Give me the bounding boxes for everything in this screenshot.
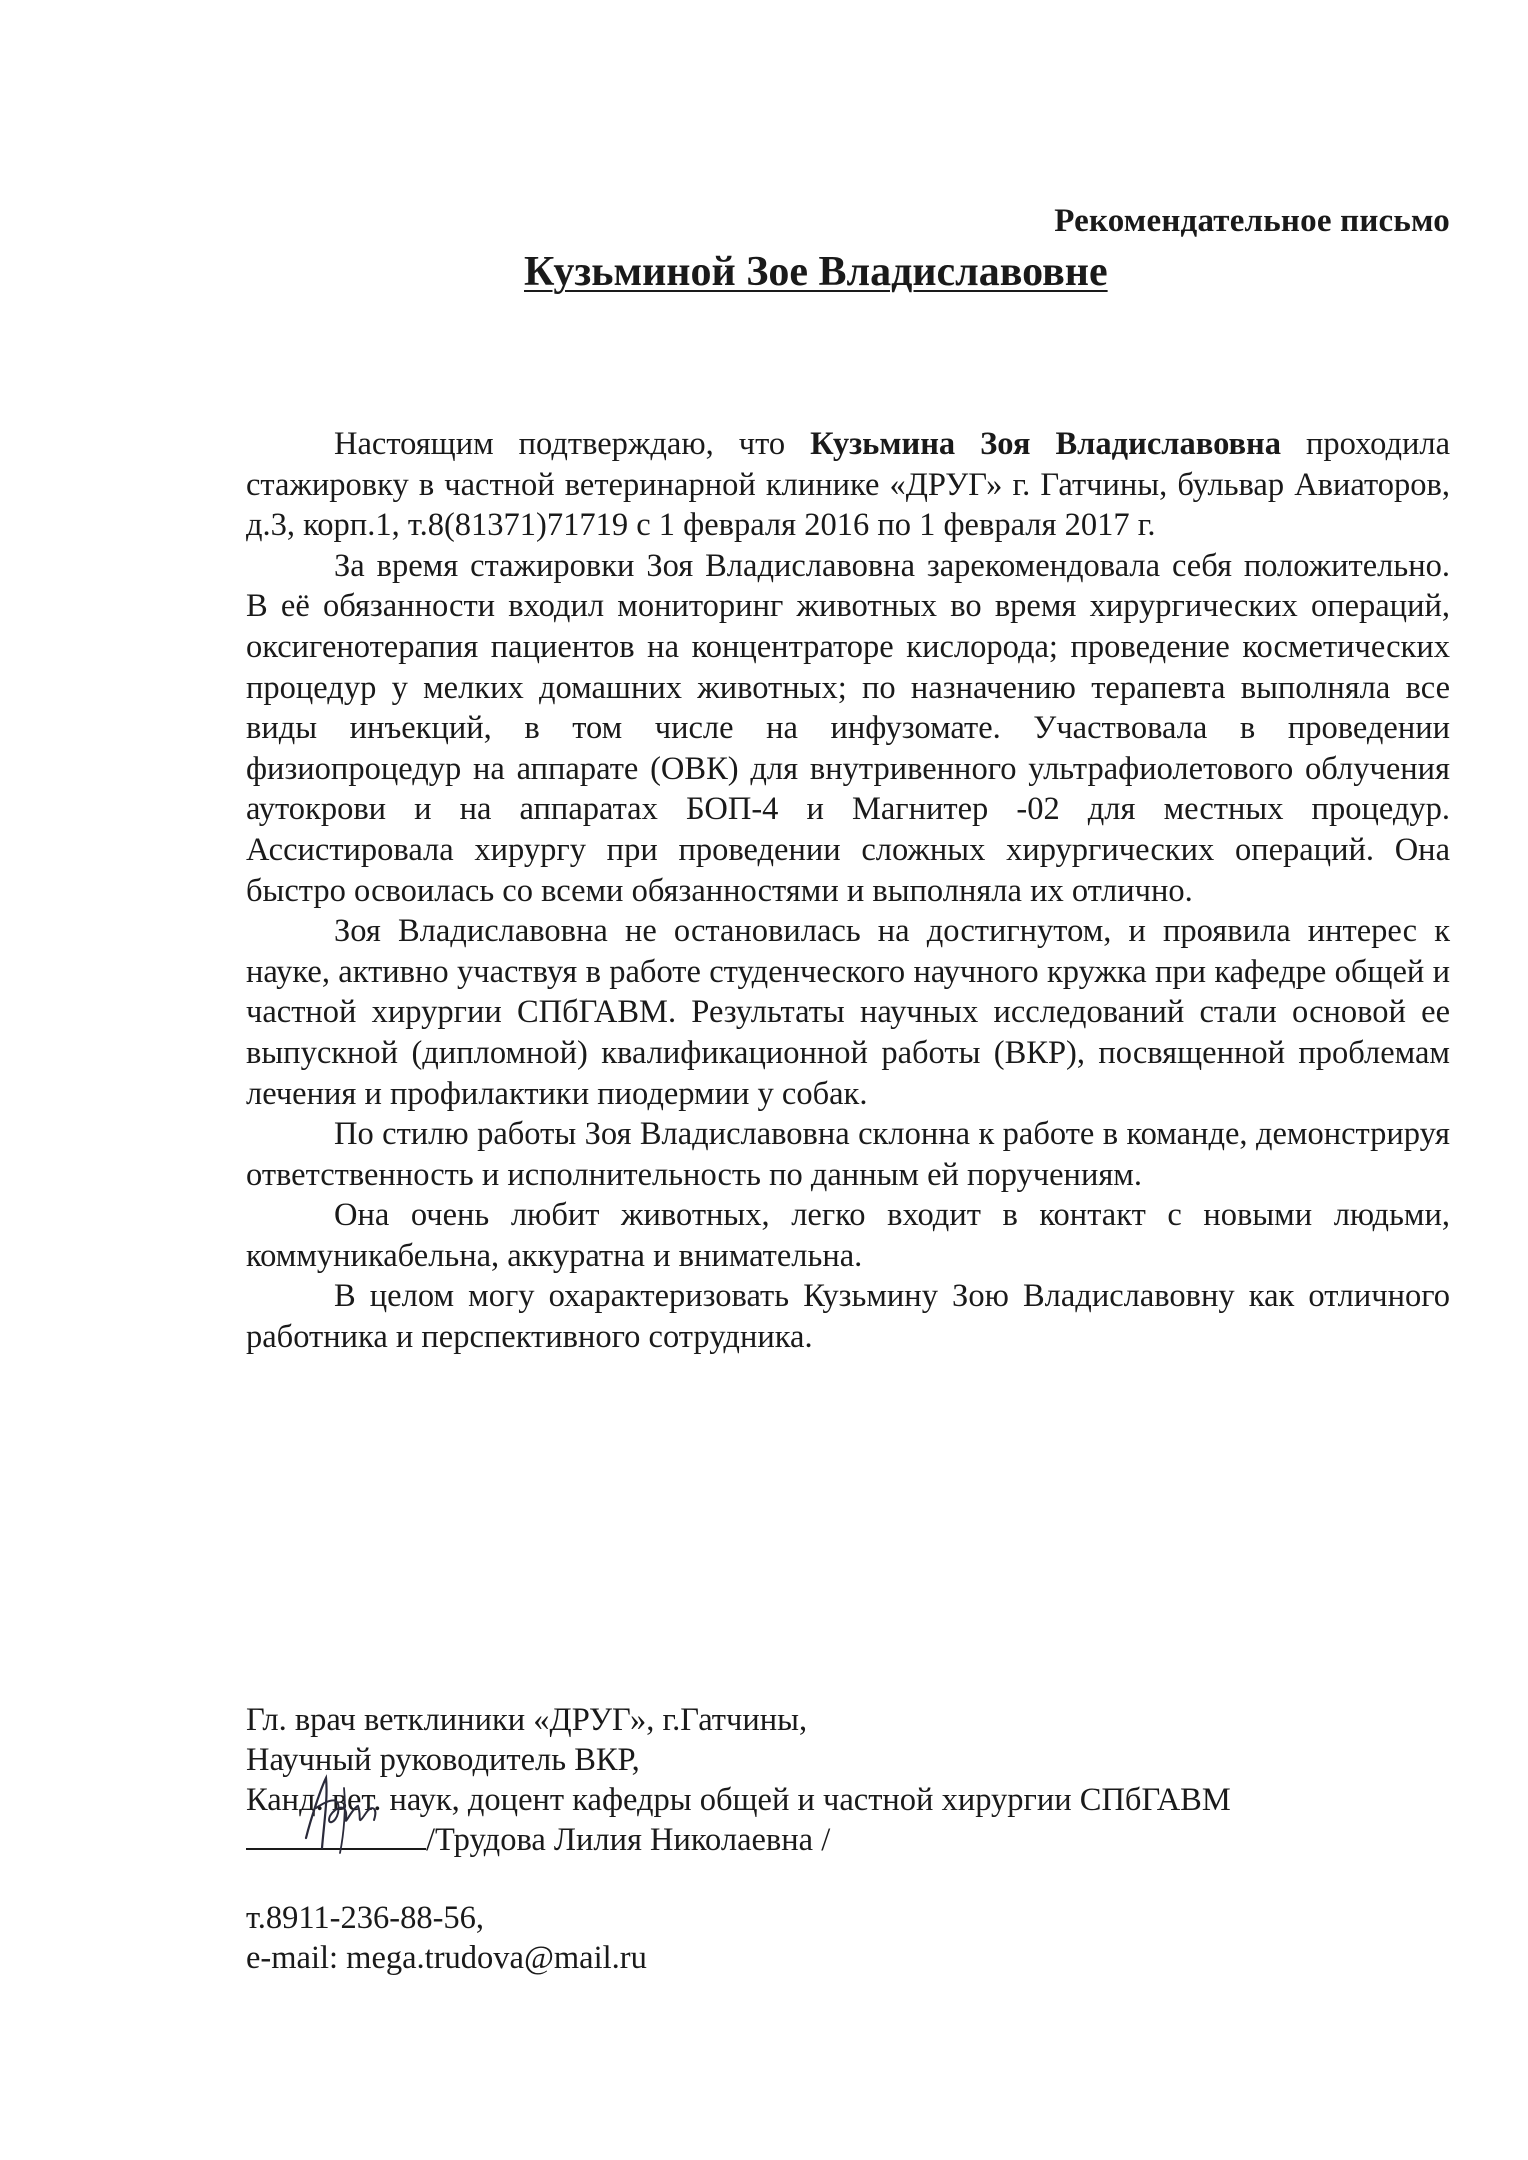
paragraph-internship-details: проходила стажировку в частной ветеринарной клинике «ДРУГ» г. Гатчины, бульвар Авиаторов, д.3, корп.1, т.8(81371)71719 с 1 февраля 2016 по 1 февраля 2017 г. (246, 426, 1451, 544)
signature-block (246, 1700, 1231, 1978)
recipient-heading: Кузьминой Зое Владиславовне (524, 249, 1108, 295)
signer-phone: т.8911-236-88-56, (246, 1900, 485, 1936)
signer-email: e-mail: mega.trudova@mail.ru (246, 1940, 647, 1976)
signature-line (246, 1820, 1231, 1860)
paragraph-intro-text: Настоящим подтверждаю, что (334, 426, 811, 462)
letter-type-heading: Рекомендательное письмо (1054, 203, 1450, 239)
signer-position-2: Научный руководитель ВКР, (246, 1742, 640, 1778)
signer-position-3: Канд. вет. наук, доцент кафедры общей и частной хирургии СПбГАВМ (246, 1782, 1231, 1818)
paragraph-teamwork: По стилю работы Зоя Владиславовна склонна к работе в команде, демонстрируя ответственность и исполнительность по данным ей поручениям. (246, 1116, 1450, 1193)
paragraph-internship (246, 424, 1450, 546)
signer-position-1: Гл. врач ветклиники «ДРУГ», г.Гатчины, (246, 1702, 808, 1738)
paragraph-science: Зоя Владиславовна не остановилась на достигнутом, и проявила интерес к науке, активно участвуя в работе студенческого научного кружка при кафедре общей и частной хирургии СПбГАВМ. Результаты научных исследований стали основой ее выпускной (дипломной) квалификационной работы (ВКР), посвященной проблемам лечения и профилактики пиодермии у собак. (246, 913, 1450, 1112)
signature-underline (246, 1822, 426, 1850)
contacts (246, 1898, 1231, 1978)
letter-body (246, 424, 1450, 1358)
handwritten-signature (286, 1768, 396, 1858)
paragraph-conclusion: В целом могу охарактеризовать Кузьмину Зою Владиславовну как отличного работника и перспективного сотрудника. (246, 1278, 1450, 1356)
paragraph-duties: За время стажировки Зоя Владиславовна зарекомендовала себя положительно. В её обязанности входил мониторинг животных во время хирургических операций, оксигенотерапия пациентов на концентраторе кислорода; проведение косметических процедур у мелких домашних животных; по назначению терапевта выполняла все виды инъекций, в том числе на инфузомате. Участвовала в проведении физиопроцедур на аппарате (ОВК) для внутривенного ультрафиолетового облучения аутокрови и на аппаратах БОП-4 и Магнитер -02 для местных процедур. Ассистировала хирургу при проведении сложных хирургических операций. Она быстро освоилась со всеми обязанностями и выполняла их отлично. (246, 547, 1450, 909)
signer-name: /Трудова Лилия Николаевна / (426, 1822, 831, 1858)
paragraph-personality: Она очень любит животных, легко входит в контакт с новыми людьми, коммуникабельна, аккуратна и внимательна. (246, 1197, 1450, 1274)
intern-name: Кузьмина Зоя Владиславовна (810, 426, 1282, 462)
